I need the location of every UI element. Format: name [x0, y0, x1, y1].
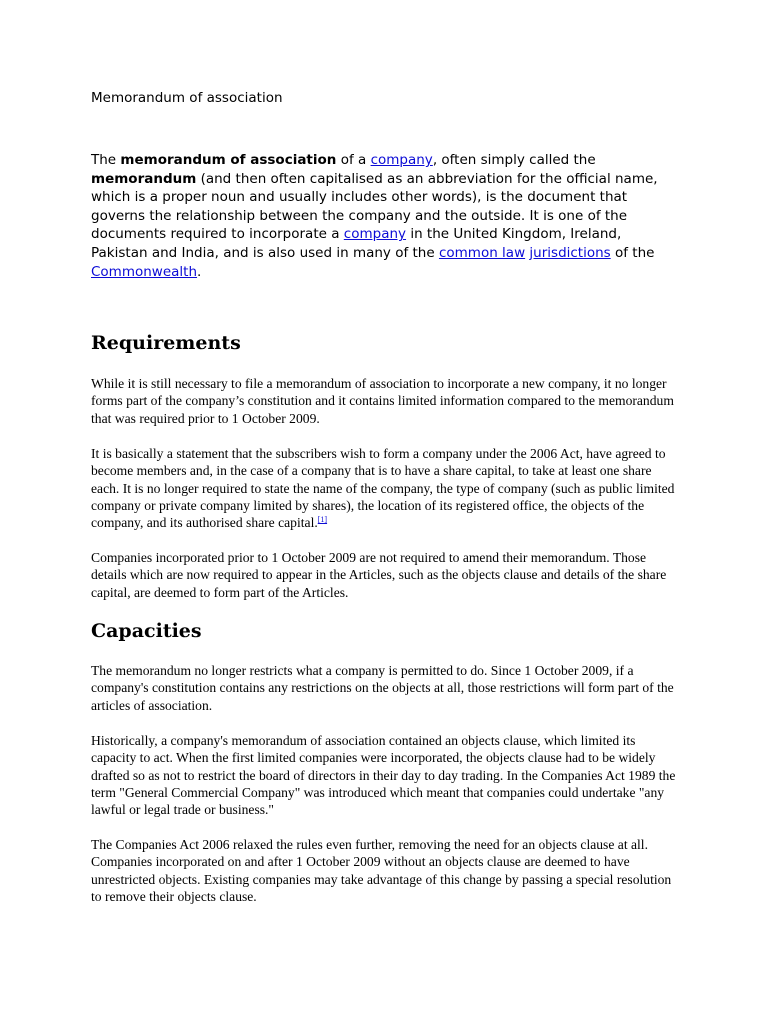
intro-text: of a [336, 152, 371, 168]
company-link[interactable]: company [370, 152, 433, 168]
commonwealth-link[interactable]: Commonwealth [91, 263, 198, 280]
company-link[interactable]: company [343, 226, 407, 243]
requirements-paragraph-1: While it is still necessary to file a memorandum of association to incorporate a new company, it no longer forms part of the company’s constitution and it contains limited information compared to the memorandum that was required prior to 1 October 2009. [91, 376, 674, 426]
intro-paragraph [91, 151, 681, 281]
requirements-paragraph-2 [91, 445, 681, 531]
intro-text: (and then often capitalised as an abbreviation for the official name, which is a proper noun and usually includes other words), is the document that governs the relationship between the company and the outside. It is one of the documents required to incorporate a [91, 170, 658, 243]
intro-text: , often simply called the [432, 152, 596, 168]
intro-bold-term: memorandum [91, 170, 197, 187]
intro-text: in the United Kingdom, Ireland, Pakistan and India, and is also used in many of the [91, 226, 622, 261]
requirements-paragraph-2-text: It is basically a statement that the subscribers wish to form a company under the 2006 Act, have agreed to become members and, in the case of a company that is to have a share capital, to take at least one share each. It is no longer required to state the name of the company, the type of company (such as public limited company or private company limited by shares), the location of its registered office, the objects of the company, and its authorised share capital. [91, 446, 675, 531]
intro-text: . [197, 263, 202, 280]
capacities-paragraph-2: Historically, a company's memorandum of association contained an objects clause, which limited its capacity to act. When the first limited companies were incorporated, the objects clause had to be widely drafted so as not to restrict the board of directors in their day to day trading. In the Companies Act 1989 the term "General Commercial Company" was introduced which meant that companies could undertake "any lawful or legal trade or business." [91, 733, 676, 818]
intro-text: The [91, 152, 121, 168]
citation-link[interactable]: [1] [317, 515, 328, 525]
document-title: Memorandum of association [91, 90, 283, 106]
intro-bold-term: memorandum of association [120, 152, 337, 168]
capacities-heading: Capacities [91, 620, 202, 642]
intro-text: of the [610, 244, 655, 261]
requirements-paragraph-3: Companies incorporated prior to 1 October 2009 are not required to amend their memorandum. Those details which are now required to appear in the Articles, such as the objects clause and details of the share capital, are deemed to form part of the Articles. [91, 550, 667, 600]
capacities-paragraph-3: The Companies Act 2006 relaxed the rules even further, removing the need for an objects clause at all. Companies incorporated on and after 1 October 2009 without an objects clause are deemed to have unrestricted objects. Existing companies may take advantage of this change by passing a special resolution to remove their objects clause. [91, 837, 672, 904]
requirements-heading: Requirements [91, 332, 241, 354]
common-law-link[interactable]: common law [438, 244, 526, 261]
jurisdictions-link[interactable]: jurisdictions [529, 244, 611, 261]
capacities-paragraph-1: The memorandum no longer restricts what a company is permitted to do. Since 1 October 2009, if a company's constitution contains any restrictions on the objects at all, those restrictions will form part of the articles of association. [91, 663, 674, 713]
